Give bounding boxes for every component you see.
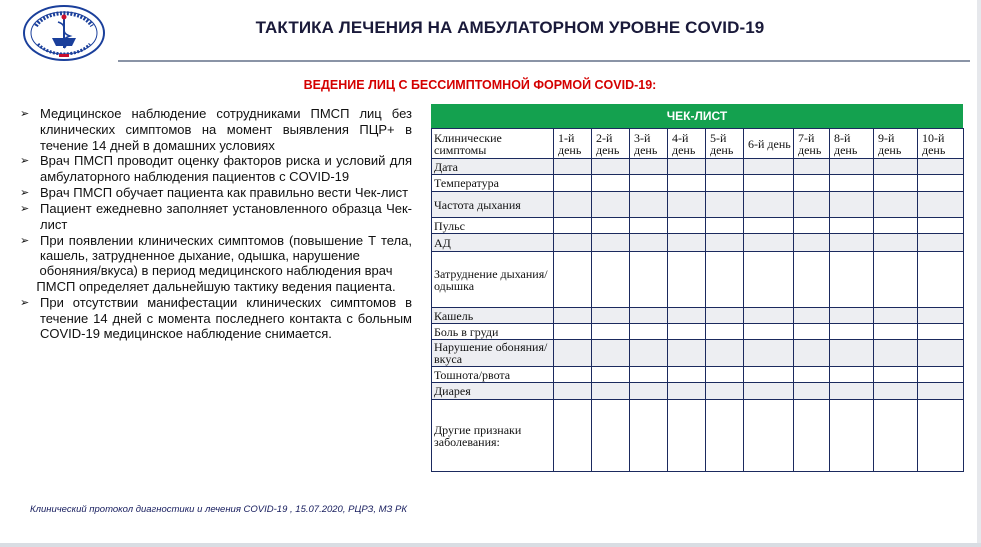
checklist-entry-cell[interactable] bbox=[630, 308, 668, 324]
checklist-entry-cell[interactable] bbox=[554, 383, 592, 400]
checklist-entry-cell[interactable] bbox=[794, 234, 830, 252]
checklist-entry-cell[interactable] bbox=[874, 218, 918, 234]
checklist-row bbox=[432, 324, 964, 340]
checklist-entry-cell[interactable] bbox=[668, 192, 706, 218]
checklist-entry-cell[interactable] bbox=[874, 324, 918, 340]
checklist-table bbox=[431, 128, 964, 472]
arrow-bullet-icon: ➢ bbox=[20, 108, 30, 120]
checklist-entry-cell[interactable] bbox=[744, 324, 794, 340]
checklist-entry-cell[interactable] bbox=[592, 383, 630, 400]
header-divider bbox=[118, 60, 970, 62]
day-column-header: 8-й день bbox=[830, 129, 874, 159]
checklist-entry-cell[interactable] bbox=[874, 192, 918, 218]
checklist-entry-cell[interactable] bbox=[744, 159, 794, 175]
checklist-entry-cell[interactable] bbox=[630, 383, 668, 400]
checklist-entry-cell[interactable] bbox=[744, 383, 794, 400]
checklist-entry-cell[interactable] bbox=[706, 367, 744, 383]
checklist-entry-cell[interactable] bbox=[918, 159, 964, 175]
checklist-row bbox=[432, 400, 964, 472]
arrow-bullet-icon: ➢ bbox=[20, 155, 30, 168]
checklist-entry-cell[interactable] bbox=[592, 324, 630, 340]
checklist-entry-cell[interactable] bbox=[830, 175, 874, 192]
day-column-header: 5-й день bbox=[706, 129, 744, 159]
checklist-entry-cell[interactable] bbox=[744, 340, 794, 367]
checklist-entry-cell[interactable] bbox=[874, 400, 918, 472]
checklist-entry-cell[interactable] bbox=[794, 308, 830, 324]
checklist-entry-cell[interactable] bbox=[630, 175, 668, 192]
checklist-entry-cell[interactable] bbox=[874, 367, 918, 383]
checklist-entry-cell[interactable] bbox=[830, 340, 874, 367]
checklist-entry-cell[interactable] bbox=[744, 234, 794, 252]
checklist-entry-cell[interactable] bbox=[630, 234, 668, 252]
checklist-entry-cell[interactable] bbox=[874, 252, 918, 308]
checklist-entry-cell[interactable] bbox=[830, 383, 874, 400]
arrow-bullet-icon: ➢ bbox=[20, 202, 30, 215]
checklist-entry-cell[interactable] bbox=[668, 400, 706, 472]
checklist-entry-cell[interactable] bbox=[830, 252, 874, 308]
checklist-entry-cell[interactable] bbox=[554, 175, 592, 192]
checklist-entry-cell[interactable] bbox=[830, 400, 874, 472]
checklist-entry-cell[interactable] bbox=[874, 234, 918, 252]
checklist-entry-cell[interactable] bbox=[794, 340, 830, 367]
bullet-item bbox=[20, 201, 412, 233]
checklist-entry-cell[interactable] bbox=[592, 308, 630, 324]
bullet-continuation: обоняния/вкуса) в период медицинского наблюдения врач ПМСП определяет дальнейшую тактику ведения пациента. bbox=[36, 263, 396, 294]
checklist bbox=[431, 104, 963, 472]
symptom-label: Диарея bbox=[432, 383, 554, 400]
checklist-entry-cell[interactable] bbox=[794, 159, 830, 175]
checklist-entry-cell[interactable] bbox=[592, 340, 630, 367]
day-column-header: 2-й день bbox=[592, 129, 630, 159]
bullet-item bbox=[20, 233, 412, 265]
symptom-label: Температура bbox=[432, 175, 554, 192]
checklist-entry-cell[interactable] bbox=[668, 252, 706, 308]
symptom-label: Дата bbox=[432, 159, 554, 175]
checklist-entry-cell[interactable] bbox=[554, 252, 592, 308]
checklist-entry-cell[interactable] bbox=[706, 175, 744, 192]
checklist-entry-cell[interactable] bbox=[794, 400, 830, 472]
checklist-entry-cell[interactable] bbox=[630, 400, 668, 472]
checklist-entry-cell[interactable] bbox=[830, 308, 874, 324]
checklist-entry-cell[interactable] bbox=[592, 400, 630, 472]
checklist-entry-cell[interactable] bbox=[874, 175, 918, 192]
checklist-entry-cell[interactable] bbox=[554, 400, 592, 472]
checklist-entry-cell[interactable] bbox=[830, 192, 874, 218]
checklist-header-row bbox=[432, 129, 964, 159]
symptom-label: Нарушение обоняния/вкуса bbox=[432, 340, 554, 367]
checklist-entry-cell[interactable] bbox=[794, 324, 830, 340]
checklist-entry-cell[interactable] bbox=[744, 218, 794, 234]
checklist-entry-cell[interactable] bbox=[794, 252, 830, 308]
checklist-entry-cell[interactable] bbox=[592, 367, 630, 383]
medical-university-emblem-icon bbox=[22, 4, 106, 62]
checklist-entry-cell[interactable] bbox=[630, 252, 668, 308]
checklist-entry-cell[interactable] bbox=[918, 340, 964, 367]
bullet-text: Пациент ежедневно заполняет установленного образца Чек-лист bbox=[40, 200, 412, 232]
checklist-entry-cell[interactable] bbox=[706, 218, 744, 234]
bullet-text: При отсутствии манифестации клинических симптомов в течение 14 дней с момента последнего контакта с больным COVID-19 медицинское наблюдение снимается. bbox=[40, 294, 412, 342]
checklist-entry-cell[interactable] bbox=[706, 340, 744, 367]
day-column-header: 10-й день bbox=[918, 129, 964, 159]
checklist-entry-cell[interactable] bbox=[744, 175, 794, 192]
checklist-entry-cell[interactable] bbox=[630, 324, 668, 340]
symptom-label: Другие признаки заболевания: bbox=[432, 400, 554, 472]
checklist-entry-cell[interactable] bbox=[554, 159, 592, 175]
checklist-entry-cell[interactable] bbox=[630, 367, 668, 383]
checklist-entry-cell[interactable] bbox=[668, 159, 706, 175]
day-column-header: 6-й день bbox=[744, 129, 794, 159]
arrow-bullet-icon: ➢ bbox=[20, 296, 30, 309]
checklist-entry-cell[interactable] bbox=[668, 340, 706, 367]
symptom-label: Боль в груди bbox=[432, 324, 554, 340]
checklist-entry-cell[interactable] bbox=[918, 234, 964, 252]
checklist-entry-cell[interactable] bbox=[554, 308, 592, 324]
checklist-entry-cell[interactable] bbox=[918, 175, 964, 192]
checklist-entry-cell[interactable] bbox=[918, 218, 964, 234]
slide-right-edge bbox=[977, 0, 981, 547]
day-column-header: 1-й день bbox=[554, 129, 592, 159]
checklist-entry-cell[interactable] bbox=[630, 192, 668, 218]
checklist-entry-cell[interactable] bbox=[794, 218, 830, 234]
checklist-entry-cell[interactable] bbox=[706, 192, 744, 218]
checklist-entry-cell[interactable] bbox=[830, 159, 874, 175]
checklist-entry-cell[interactable] bbox=[630, 159, 668, 175]
symptom-label: Затруднение дыхания/ одышка bbox=[432, 252, 554, 308]
bullet-text: Врач ПМСП проводит оценку факторов риска и условий для амбулаторного наблюдения пациентов с COVID-19 bbox=[40, 153, 412, 185]
checklist-entry-cell[interactable] bbox=[744, 400, 794, 472]
checklist-entry-cell[interactable] bbox=[918, 308, 964, 324]
bullet-list bbox=[20, 106, 412, 342]
symptom-label: Пульс bbox=[432, 218, 554, 234]
checklist-entry-cell[interactable] bbox=[554, 192, 592, 218]
symptom-label: Частота дыхания bbox=[432, 192, 554, 218]
checklist-row bbox=[432, 175, 964, 192]
page-title: ТАКТИКА ЛЕЧЕНИЯ НА АМБУЛАТОРНОМ УРОВНЕ COVID-19 bbox=[255, 18, 765, 37]
checklist-entry-cell[interactable] bbox=[874, 159, 918, 175]
checklist-row bbox=[432, 218, 964, 234]
checklist-entry-cell[interactable] bbox=[794, 175, 830, 192]
checklist-row bbox=[432, 367, 964, 383]
checklist-entry-cell[interactable] bbox=[592, 192, 630, 218]
checklist-entry-cell[interactable] bbox=[918, 367, 964, 383]
checklist-entry-cell[interactable] bbox=[592, 218, 630, 234]
checklist-entry-cell[interactable] bbox=[918, 192, 964, 218]
source-citation: Клинический протокол диагностики и лечения COVID-19 , 15.07.2020, РЦРЗ, МЗ РК bbox=[30, 504, 407, 515]
checklist-entry-cell[interactable] bbox=[918, 400, 964, 472]
checklist-entry-cell[interactable] bbox=[630, 218, 668, 234]
checklist-row bbox=[432, 192, 964, 218]
checklist-entry-cell[interactable] bbox=[874, 340, 918, 367]
symptom-label: Кашель bbox=[432, 308, 554, 324]
checklist-entry-cell[interactable] bbox=[706, 308, 744, 324]
checklist-entry-cell[interactable] bbox=[554, 218, 592, 234]
checklist-entry-cell[interactable] bbox=[874, 308, 918, 324]
checklist-entry-cell[interactable] bbox=[706, 383, 744, 400]
checklist-entry-cell[interactable] bbox=[668, 383, 706, 400]
checklist-entry-cell[interactable] bbox=[794, 367, 830, 383]
bullet-item bbox=[20, 185, 412, 201]
checklist-entry-cell[interactable] bbox=[706, 400, 744, 472]
day-column-header: 7-й день bbox=[794, 129, 830, 159]
checklist-entry-cell[interactable] bbox=[830, 218, 874, 234]
checklist-row bbox=[432, 159, 964, 175]
checklist-entry-cell[interactable] bbox=[668, 324, 706, 340]
checklist-entry-cell[interactable] bbox=[830, 367, 874, 383]
checklist-entry-cell[interactable] bbox=[744, 192, 794, 218]
arrow-bullet-icon: ➢ bbox=[20, 234, 30, 247]
day-column-header: 4-й день bbox=[668, 129, 706, 159]
checklist-entry-cell[interactable] bbox=[830, 234, 874, 252]
checklist-body bbox=[432, 159, 964, 472]
checklist-entry-cell[interactable] bbox=[554, 340, 592, 367]
checklist-entry-cell[interactable] bbox=[592, 234, 630, 252]
checklist-entry-cell[interactable] bbox=[706, 234, 744, 252]
checklist-entry-cell[interactable] bbox=[744, 367, 794, 383]
bullet-text: Медицинское наблюдение сотрудниками ПМСП лиц без клинических симптомов на момент выявления ПЦР+ в течение 14 дней в домашних условиях bbox=[40, 106, 412, 153]
checklist-entry-cell[interactable] bbox=[554, 367, 592, 383]
checklist-entry-cell[interactable] bbox=[554, 234, 592, 252]
day-column-header: 9-й день bbox=[874, 129, 918, 159]
checklist-row bbox=[432, 252, 964, 308]
bullet-item bbox=[20, 106, 412, 153]
day-column-header: 3-й день bbox=[630, 129, 668, 159]
bullet-item bbox=[20, 153, 412, 185]
checklist-entry-cell[interactable] bbox=[874, 383, 918, 400]
checklist-row bbox=[432, 234, 964, 252]
checklist-entry-cell[interactable] bbox=[744, 252, 794, 308]
checklist-entry-cell[interactable] bbox=[918, 252, 964, 308]
checklist-entry-cell[interactable] bbox=[668, 175, 706, 192]
bullet-item bbox=[20, 295, 412, 342]
checklist-entry-cell[interactable] bbox=[918, 383, 964, 400]
checklist-row bbox=[432, 340, 964, 367]
checklist-entry-cell[interactable] bbox=[794, 192, 830, 218]
checklist-entry-cell[interactable] bbox=[794, 383, 830, 400]
bullet-text: При появлении клинических симптомов (повышение Т тела, кашель, затрудненное дыхание, одышка, нарушение bbox=[40, 232, 412, 264]
symptom-label: Тошнота/рвота bbox=[432, 367, 554, 383]
checklist-entry-cell[interactable] bbox=[592, 175, 630, 192]
slide-bottom-edge bbox=[0, 543, 981, 547]
bullet-text: Врач ПМСП обучает пациента как правильно вести Чек-лист bbox=[40, 184, 409, 200]
checklist-entry-cell[interactable] bbox=[592, 159, 630, 175]
checklist-entry-cell[interactable] bbox=[706, 324, 744, 340]
checklist-entry-cell[interactable] bbox=[918, 324, 964, 340]
checklist-entry-cell[interactable] bbox=[668, 234, 706, 252]
arrow-bullet-icon: ➢ bbox=[20, 186, 30, 199]
checklist-entry-cell[interactable] bbox=[554, 324, 592, 340]
checklist-entry-cell[interactable] bbox=[592, 252, 630, 308]
checklist-entry-cell[interactable] bbox=[668, 367, 706, 383]
checklist-entry-cell[interactable] bbox=[706, 252, 744, 308]
checklist-entry-cell[interactable] bbox=[830, 324, 874, 340]
checklist-row bbox=[432, 383, 964, 400]
checklist-entry-cell[interactable] bbox=[706, 159, 744, 175]
symptoms-column-header: Клинические симптомы bbox=[432, 129, 554, 159]
symptom-label: АД bbox=[432, 234, 554, 252]
checklist-row bbox=[432, 308, 964, 324]
checklist-entry-cell[interactable] bbox=[668, 218, 706, 234]
checklist-title: ЧЕК-ЛИСТ bbox=[431, 104, 963, 128]
section-subtitle: ВЕДЕНИЕ ЛИЦ С БЕССИМПТОМНОЙ ФОРМОЙ COVID-19: bbox=[303, 78, 657, 92]
checklist-entry-cell[interactable] bbox=[744, 308, 794, 324]
checklist-entry-cell[interactable] bbox=[668, 308, 706, 324]
checklist-entry-cell[interactable] bbox=[630, 340, 668, 367]
